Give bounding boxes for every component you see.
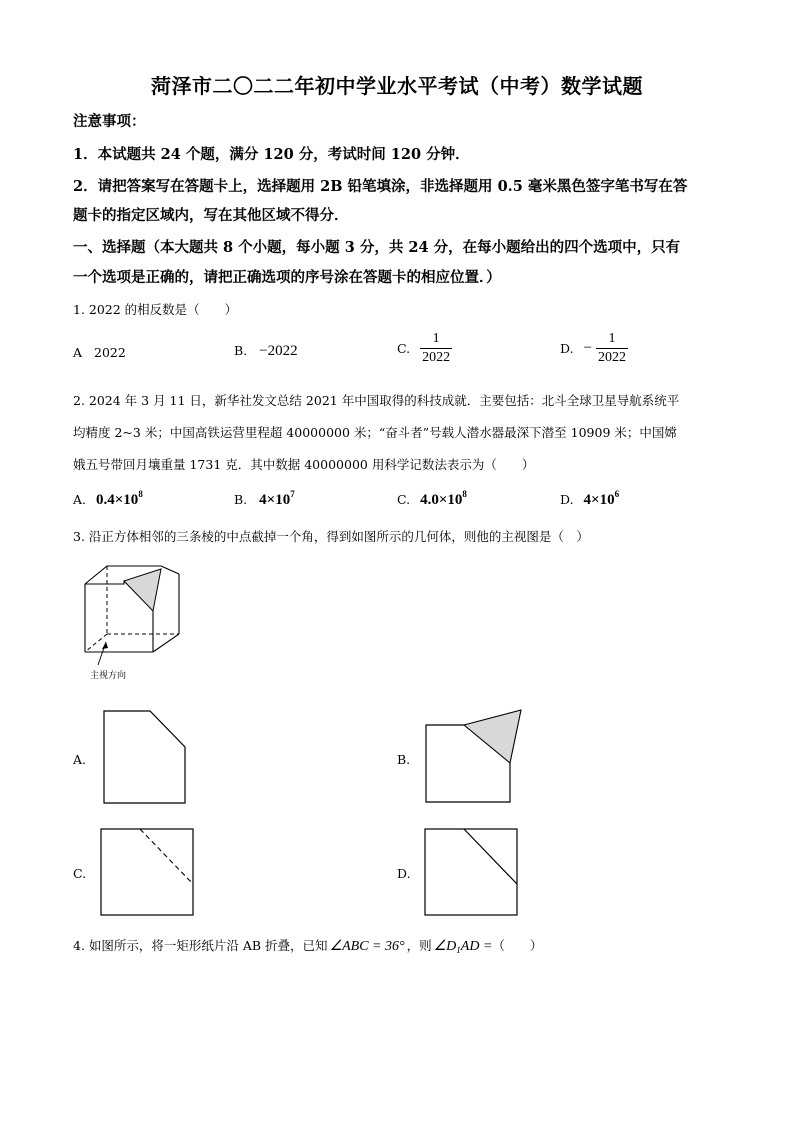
q2-option-a[interactable] [73, 489, 143, 509]
q4-angle-d1ad-rest: AD = [460, 939, 493, 954]
q1-option-d-sign: − [583, 340, 593, 356]
q2-option-a-label: A. [73, 492, 87, 507]
q1-option-c[interactable] [397, 331, 452, 366]
q1-option-d[interactable] [560, 331, 628, 366]
question-4-stem-mid: ，则 [406, 938, 432, 953]
q2-option-b[interactable] [234, 489, 295, 509]
q3-option-c-figure[interactable] [100, 828, 196, 918]
q1-option-c-fraction [420, 331, 452, 366]
q3-option-c-label[interactable]: C. [73, 866, 87, 881]
q1-option-a-label: A [73, 345, 83, 360]
q2-option-a-exponent: 8 [138, 489, 143, 499]
notice-item-1: 1．本试题共 24 个题，满分 120 分，考试时间 120 分钟． [73, 146, 470, 163]
q3-cut-triangle [124, 569, 161, 611]
question-2-line-3: 娥五号带回月壤重量 1731 克．其中数据 40000000 用科学记数法表示为（ ） [73, 457, 535, 472]
q1-option-d-denominator: 2022 [598, 350, 626, 365]
q1-option-a[interactable] [73, 345, 126, 360]
section-heading-line-1: 一、选择题（本大题共 8 个小题，每小题 3 分，共 24 分，在每小题给出的四个选项中，只有 [73, 239, 681, 256]
q2-option-b-label: B. [234, 492, 248, 507]
q1-option-c-numerator: 1 [432, 331, 440, 346]
q2-option-d[interactable] [560, 489, 619, 509]
q3-option-b-figure[interactable] [424, 707, 524, 807]
q3-option-a-figure[interactable] [104, 711, 186, 804]
q1-option-c-denominator: 2022 [422, 350, 451, 365]
q3-option-d-label[interactable]: D. [397, 866, 411, 881]
q2-option-c[interactable] [397, 489, 467, 509]
notice-heading: 注意事项： [73, 113, 146, 130]
q2-option-c-base: 4.0×10 [420, 492, 463, 508]
q1-option-b[interactable] [234, 343, 298, 360]
q2-option-d-label: D. [560, 492, 574, 507]
q1-option-d-fraction [596, 331, 628, 366]
q4-angle-d1ad-subscript: 1 [456, 945, 461, 955]
question-2-line-2: 均精度 2~3 米；中国高铁运营里程超 40000000 米；“奋斗者”号载人潜水器最深下潜至 10909 米；中国嫦 [73, 425, 677, 440]
q2-option-c-exponent: 8 [462, 489, 467, 499]
q3-option-a-label[interactable]: A. [73, 752, 87, 767]
question-4-stem [73, 936, 542, 955]
q2-option-d-base: 4×10 [583, 492, 615, 508]
section-heading-line-2: 一个选项是正确的，请把正确选项的序号涂在答题卡的相应位置．） [73, 269, 501, 286]
q1-option-c-label: C. [397, 341, 411, 356]
q1-option-b-label: B. [234, 343, 248, 358]
notice-item-2-line-2: 题卡的指定区域内，写在其他区域不得分． [73, 207, 349, 224]
question-1-stem: 1. 2022 的相反数是（ ） [73, 302, 238, 317]
q4-angle-abc: ∠ABC = 36° [329, 939, 405, 954]
q1-option-a-value: 2022 [94, 345, 126, 360]
notice-item-2-line-1: 2．请把答案写在答题卡上，选择题用 2B 铅笔填涂，非选择题用 0.5 毫米黑色签字笔书写在答 [73, 178, 688, 195]
q2-option-c-label: C. [397, 492, 411, 507]
q2-option-a-base: 0.4×10 [96, 492, 139, 508]
q3-option-b-label[interactable]: B. [397, 752, 411, 767]
q1-option-d-numerator: 1 [608, 331, 616, 346]
question-4-stem-suffix: （ ） [492, 938, 543, 953]
q3-option-b-shaded-triangle [464, 710, 521, 763]
question-2-line-1: 2. 2024 年 3 月 11 日，新华社发文总结 2021 年中国取得的科技成就．主要包括：北斗全球卫星导航系统平 [73, 393, 680, 408]
question-3-stem: 3. 沿正方体相邻的三条棱的中点截掉一个角，得到如图所示的几何体，则他的主视图是（ ） [73, 529, 589, 544]
q3-option-d-figure[interactable] [424, 828, 520, 918]
q3-view-direction-caption: 主视方向 [90, 671, 127, 681]
q2-option-b-base: 4×10 [259, 492, 291, 508]
q1-option-b-value: −2022 [259, 343, 298, 359]
q2-option-d-exponent: 6 [614, 489, 620, 499]
q2-option-b-exponent: 7 [290, 489, 295, 499]
q1-option-d-label: D. [560, 341, 574, 356]
page-title: 菏泽市二〇二二年初中学业水平考试（中考）数学试题 [151, 74, 643, 98]
question-4-stem-prefix: 4. 如图所示，将一矩形纸片沿 AB 折叠，已知 [73, 938, 328, 953]
q4-angle-d1ad-main: ∠D [433, 939, 457, 954]
